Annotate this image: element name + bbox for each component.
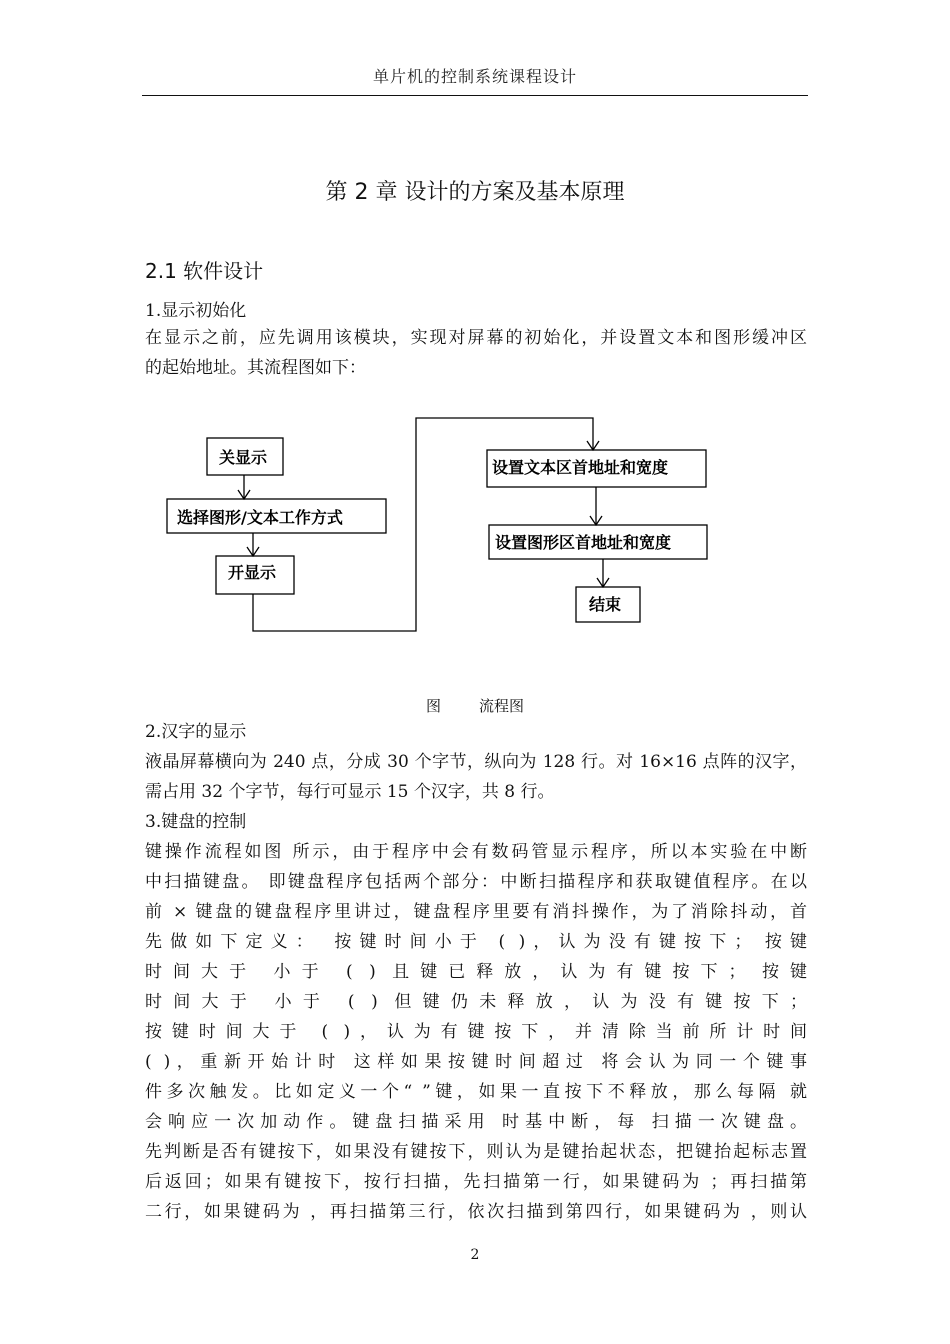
part3-line: ( )，重新开始计时 这样如果按键时间超过 将会认为同一个键事 (145, 1052, 807, 1072)
running-header: 单片机的控制系统课程设计 (372, 67, 577, 86)
part3-line: 件多次触发。比如定义一个“ ”键，如果一直按下不释放，那么每隔 就 (145, 1082, 807, 1102)
flow-label-open-display: 开显示 (228, 563, 277, 582)
part2-line: 液晶屏幕横向为 240 点，分成 30 个字节，纵向为 128 行。对 16×16 点阵的汉字， (145, 752, 807, 772)
part3-line: 前 × 键盘的键盘程序里讲过，键盘程序里要有消抖操作，为了消除抖动，首 (145, 902, 807, 922)
part3-line: 时间大于 小于 ( ) 且键已释放，认为有键按下； 按键 (145, 962, 807, 982)
part1-line: 的起始地址。其流程图如下： (145, 358, 366, 378)
part3-line: 中扫描键盘。 即键盘程序包括两个部分：中断扫描程序和获取键值程序。在以 (145, 872, 807, 892)
part3-line: 后返回；如果有键按下，按行扫描，先扫描第一行，如果键码为 ；再扫描第 (145, 1172, 807, 1192)
section-title: 2.1 软件设计 (145, 259, 264, 283)
chapter-title: 第 2 章 设计的方案及基本原理 (325, 180, 625, 205)
flow-label-end: 结束 (589, 595, 622, 614)
part3-heading: 3.键盘的控制 (145, 812, 247, 832)
part1-line: 在显示之前，应先调用该模块，实现对屏幕的初始化，并设置文本和图形缓冲区 (145, 328, 807, 348)
part3-line: 二行，如果键码为 ，再扫描第三行，依次扫描到第四行，如果键码为 ，则认 (145, 1202, 807, 1222)
part1-heading: 1.显示初始化 (145, 301, 247, 321)
part3-line: 键操作流程如图 所示，由于程序中会有数码管显示程序，所以本实验在中断 (145, 842, 807, 862)
part3-line: 先判断是否有键按下，如果没有键按下，则认为是键抬起状态，把键抬起标志置 (145, 1142, 807, 1162)
flow-label-close-display: 关显示 (219, 448, 268, 467)
figure-caption-title: 流程图 (479, 697, 525, 715)
part3-line: 先做如下定义： 按键时间小于 ( )，认为没有键按下； 按键 (145, 932, 807, 952)
part2-line: 需占用 32 个字节，每行可显示 15 个汉字，共 8 行。 (145, 782, 555, 802)
part3-line: 会响应一次加动作。键盘扫描采用 时基中断，每 扫描一次键盘。 (145, 1112, 807, 1132)
figure-caption (0, 695, 950, 716)
flow-label-set-text-area: 设置文本区首地址和宽度 (492, 458, 669, 477)
figure-caption-prefix: 图 (425, 697, 441, 715)
part3-line: 按键时间大于 ( )，认为有键按下，并清除当前所计时间 (145, 1022, 807, 1042)
part2-heading: 2.汉字的显示 (145, 722, 247, 742)
part3-line: 时间大于 小于 ( ) 但键仍未释放，认为没有键按下； (145, 992, 807, 1012)
page-number: 2 (470, 1247, 480, 1263)
flow-label-set-graphic-area: 设置图形区首地址和宽度 (495, 533, 672, 552)
flow-label-select-mode: 选择图形/文本工作方式 (177, 508, 343, 527)
